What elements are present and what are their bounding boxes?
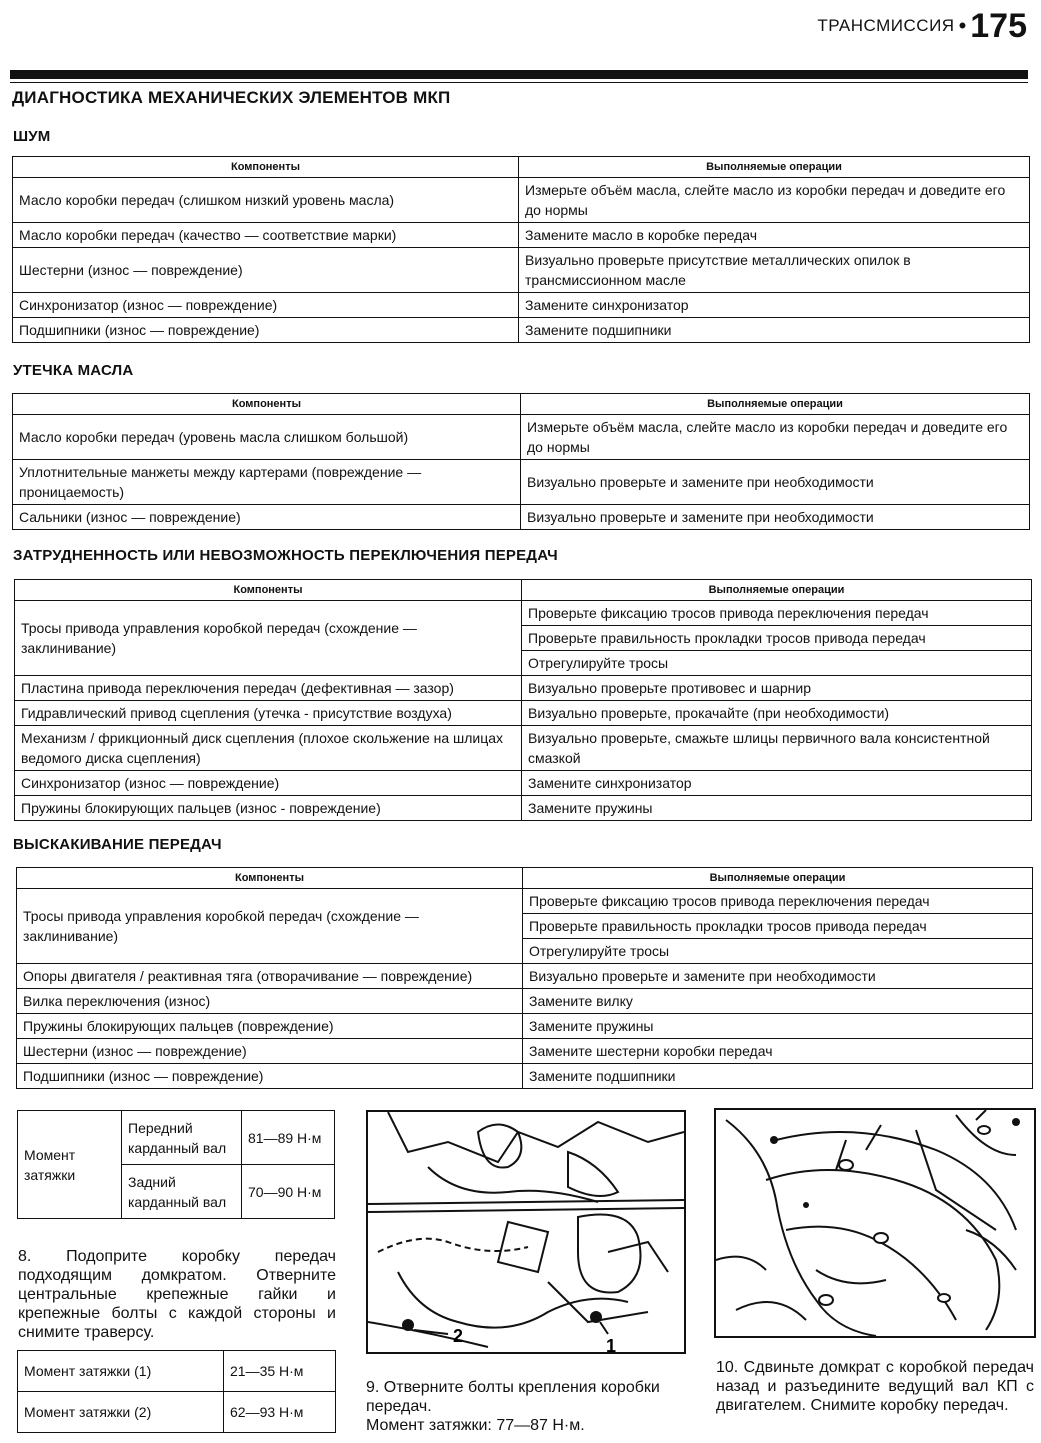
torque-label-cell: Момент затяжки: [18, 1111, 122, 1219]
torque-value-cell: 62—93 Н·м: [224, 1392, 336, 1433]
col-header-components: Компоненты: [17, 868, 523, 889]
section-heading-shifting: ЗАТРУДНЕННОСТЬ ИЛИ НЕВОЗМОЖНОСТЬ ПЕРЕКЛЮЧЕНИЯ ПЕРЕДАЧ: [13, 547, 558, 564]
gearbox-removal-drawing: [716, 1110, 1034, 1336]
operation-cell: Замените синхронизатор: [519, 293, 1030, 318]
operation-cell: Визуально проверьте, смажьте шлицы первичного вала консистентной смазкой: [522, 726, 1032, 771]
step-9-torque: Момент затяжки: 77—87 Н·м.: [366, 1417, 585, 1434]
table-row: [15, 771, 1032, 796]
table-row: [18, 1351, 336, 1392]
operation-cell: Визуально проверьте, прокачайте (при необходимости): [522, 701, 1032, 726]
component-cell: Тросы привода управления коробкой передач (схождение — заклинивание): [15, 601, 522, 676]
col-header-operations: Выполняемые операции: [522, 580, 1032, 601]
table-row: [18, 1111, 335, 1165]
callout-2: 2: [453, 1326, 464, 1346]
operation-cell: Замените масло в коробке передач: [519, 223, 1030, 248]
component-cell: Подшипники (износ — повреждение): [13, 318, 519, 343]
table-row: [13, 415, 1030, 460]
torque-item-cell: Задний карданный вал: [122, 1165, 242, 1219]
header-rule-thick: [10, 70, 1028, 79]
torque-label-cell: Момент затяжки (1): [18, 1351, 224, 1392]
table-row: [17, 989, 1033, 1014]
table-row: [17, 1039, 1033, 1064]
col-header-components: Компоненты: [13, 157, 519, 178]
component-cell: Опоры двигателя / реактивная тяга (отворачивание — повреждение): [17, 964, 523, 989]
table-row: [13, 248, 1030, 293]
operation-cell: Измерьте объём масла, слейте масло из коробки передач и доведите его до нормы: [521, 415, 1030, 460]
torque-label-cell: Момент затяжки (2): [18, 1392, 224, 1433]
col-header-operations: Выполняемые операции: [521, 394, 1030, 415]
torque-value-cell: 21—35 Н·м: [224, 1351, 336, 1392]
table-row: [17, 1014, 1033, 1039]
component-cell: Масло коробки передач (уровень масла слишком большой): [13, 415, 521, 460]
operation-cell: Замените синхронизатор: [522, 771, 1032, 796]
operation-cell: Отрегулируйте тросы: [523, 939, 1033, 964]
torque-value-cell: 81—89 Н·м: [242, 1111, 335, 1165]
figure-transmission-bolts: [366, 1110, 686, 1354]
torque-table-crossmember: [17, 1350, 336, 1433]
torque-value-cell: 70—90 Н·м: [242, 1165, 335, 1219]
figure-gearbox-removal: [714, 1108, 1036, 1338]
operation-cell: Измерьте объём масла, слейте масло из коробки передач и доведите его до нормы: [519, 178, 1030, 223]
operation-cell: Визуально проверьте и замените при необходимости: [523, 964, 1033, 989]
section-heading-gear-jump: ВЫСКАКИВАНИЕ ПЕРЕДАЧ: [13, 836, 222, 853]
section-name: ТРАНСМИССИЯ: [817, 16, 955, 35]
table-row: [15, 796, 1032, 821]
operation-cell: Проверьте фиксацию тросов привода переключения передач: [523, 889, 1033, 914]
table-row: [13, 223, 1030, 248]
table-header-row: [17, 868, 1033, 889]
component-cell: Механизм / фрикционный диск сцепления (плохое скольжение на шлицах ведомого диска сцепления): [15, 726, 522, 771]
noise-table: [12, 156, 1030, 343]
col-header-operations: Выполняемые операции: [519, 157, 1030, 178]
gear-jump-table: [16, 867, 1033, 1089]
col-header-components: Компоненты: [13, 394, 521, 415]
operation-cell: Проверьте правильность прокладки тросов привода передач: [523, 914, 1033, 939]
step-9-text: 9. Отверните болты крепления коробки передач.: [366, 1379, 660, 1415]
header-rule-thin: [10, 82, 1028, 83]
section-heading-leak: УТЕЧКА МАСЛА: [13, 362, 134, 379]
operation-cell: Замените подшипники: [523, 1064, 1033, 1089]
operation-cell: Визуально проверьте и замените при необходимости: [521, 505, 1030, 530]
operation-cell: Замените шестерни коробки передач: [523, 1039, 1033, 1064]
component-cell: Вилка переключения (износ): [17, 989, 523, 1014]
component-cell: Синхронизатор (износ — повреждение): [13, 293, 519, 318]
table-row: [13, 293, 1030, 318]
table-row: [13, 460, 1030, 505]
leak-table: [12, 393, 1030, 530]
component-cell: Масло коробки передач (качество — соответствие марки): [13, 223, 519, 248]
component-cell: Масло коробки передач (слишком низкий уровень масла): [13, 178, 519, 223]
table-row: [15, 726, 1032, 771]
table-row: [17, 964, 1033, 989]
step-8-text: 8. Подоприте коробку передач подходящим домкратом. Отверните центральные крепежные гайки и крепежные болты с каждой стороны и снимите траверсу.: [18, 1248, 336, 1341]
component-cell: Сальники (износ — повреждение): [13, 505, 521, 530]
table-row: [13, 178, 1030, 223]
page-number: 175: [970, 6, 1027, 45]
component-cell: Шестерни (износ — повреждение): [17, 1039, 523, 1064]
step-9: [366, 1378, 686, 1435]
table-row: [18, 1392, 336, 1433]
col-header-components: Компоненты: [15, 580, 522, 601]
torque-table-propshaft: [17, 1110, 335, 1219]
operation-cell: Проверьте фиксацию тросов привода переключения передач: [522, 601, 1032, 626]
table-header-row: [13, 394, 1030, 415]
table-row: [17, 1064, 1033, 1089]
operation-cell: Визуально проверьте присутствие металлических опилок в трансмиссионном масле: [519, 248, 1030, 293]
bullet-separator: •: [958, 13, 967, 38]
operation-cell: Визуально проверьте противовес и шарнир: [522, 676, 1032, 701]
table-header-row: [13, 157, 1030, 178]
table-header-row: [15, 580, 1032, 601]
operation-cell: Замените пружины: [522, 796, 1032, 821]
torque-item-cell: Передний карданный вал: [122, 1111, 242, 1165]
component-cell: Уплотнительные манжеты между картерами (повреждение — проницаемость): [13, 460, 521, 505]
component-cell: Тросы привода управления коробкой передач (схождение — заклинивание): [17, 889, 523, 964]
section-heading-noise: ШУМ: [13, 128, 51, 145]
component-cell: Пружины блокирующих пальцев (повреждение): [17, 1014, 523, 1039]
component-cell: Пластина привода переключения передач (дефективная — зазор): [15, 676, 522, 701]
component-cell: Пружины блокирующих пальцев (износ - повреждение): [15, 796, 522, 821]
operation-cell: Замените вилку: [523, 989, 1033, 1014]
col-header-operations: Выполняемые операции: [523, 868, 1033, 889]
operation-cell: Замените пружины: [523, 1014, 1033, 1039]
table-row: [13, 318, 1030, 343]
table-row: [17, 889, 1033, 914]
component-cell: Синхронизатор (износ — повреждение): [15, 771, 522, 796]
table-row: [15, 701, 1032, 726]
operation-cell: Отрегулируйте тросы: [522, 651, 1032, 676]
running-header: [817, 6, 1027, 46]
operation-cell: Проверьте правильность прокладки тросов привода передач: [522, 626, 1032, 651]
callout-1: 1: [606, 1336, 617, 1352]
step-10-text: 10. Сдвиньте домкрат с коробкой передач назад и разъедините ведущий вал КП с двигателем. Снимите коробку передач.: [716, 1359, 1034, 1414]
component-cell: Подшипники (износ — повреждение): [17, 1064, 523, 1089]
shifting-table: [14, 579, 1032, 821]
page-title: ДИАГНОСТИКА МЕХАНИЧЕСКИХ ЭЛЕМЕНТОВ МКП: [12, 88, 451, 107]
table-row: [13, 505, 1030, 530]
component-cell: Гидравлический привод сцепления (утечка - присутствие воздуха): [15, 701, 522, 726]
operation-cell: Визуально проверьте и замените при необходимости: [521, 460, 1030, 505]
table-row: [15, 676, 1032, 701]
component-cell: Шестерни (износ — повреждение): [13, 248, 519, 293]
transmission-bolts-drawing: [368, 1112, 684, 1352]
table-row: [15, 601, 1032, 626]
operation-cell: Замените подшипники: [519, 318, 1030, 343]
